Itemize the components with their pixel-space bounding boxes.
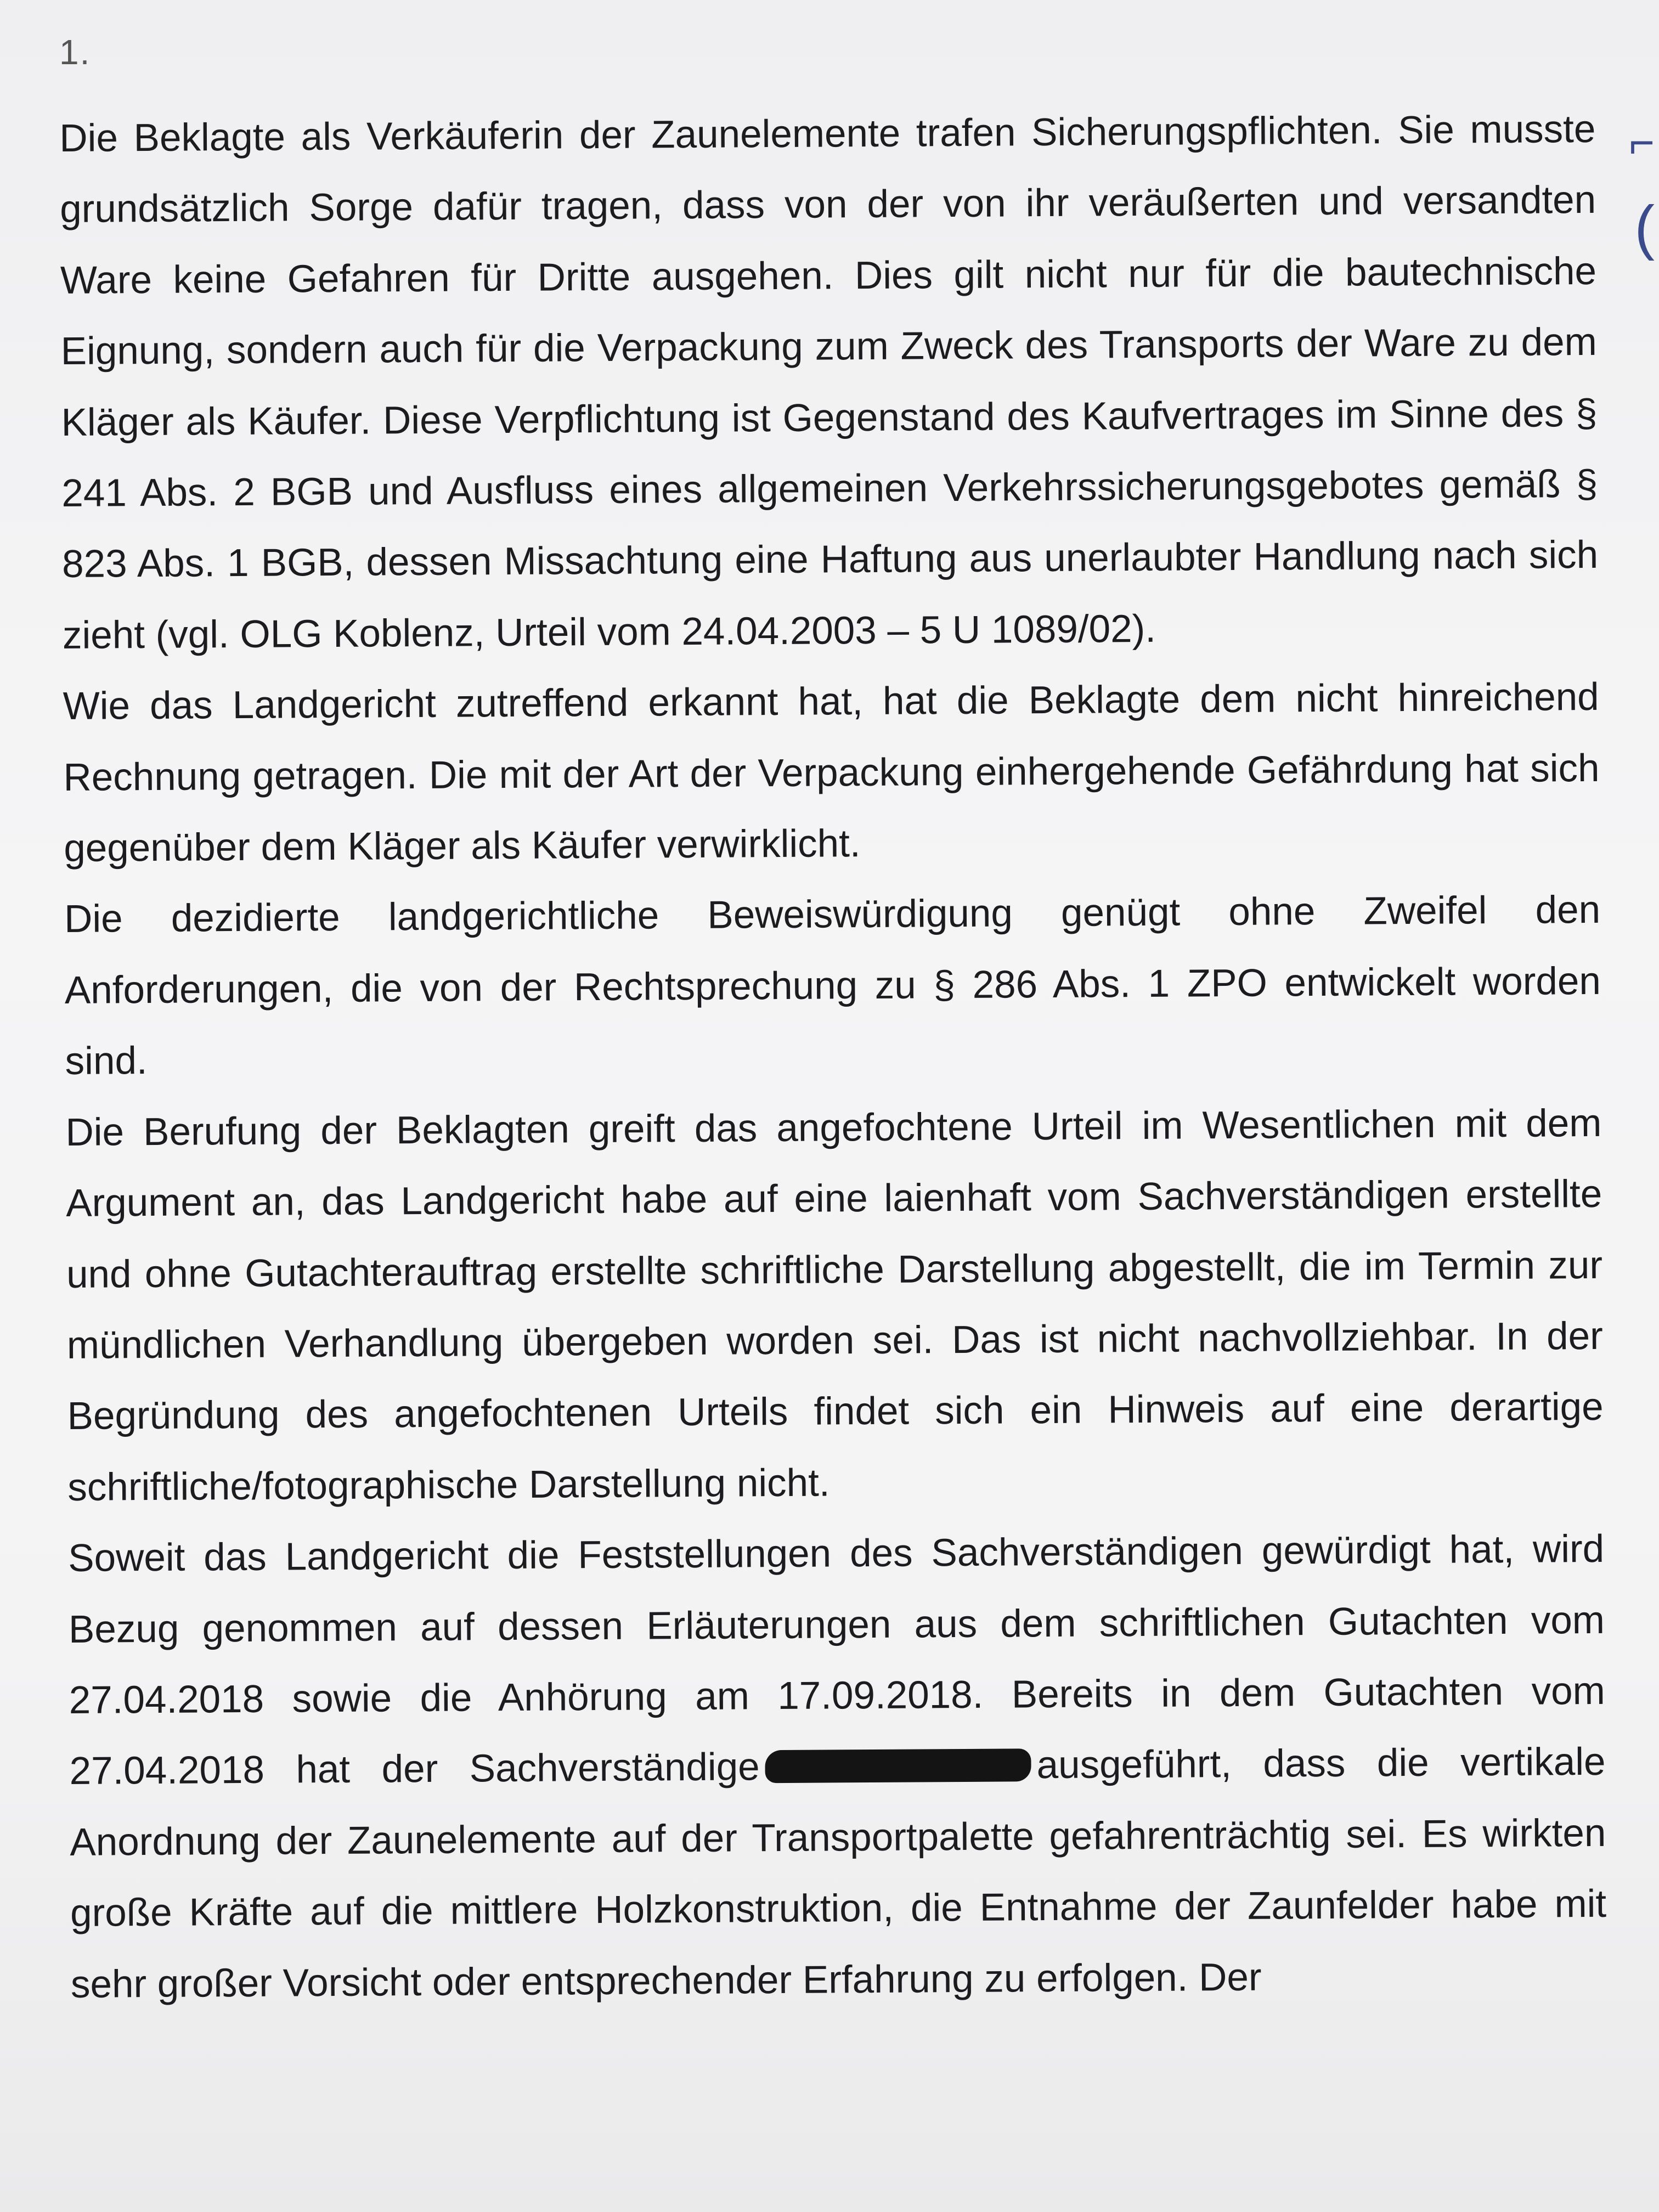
paragraph-appeal-argument: Die Berufung der Beklagten greift das angefochtene Urteil im Wesentlichen mit dem Argument an, das Landgericht habe auf eine laienhaft vom Sachverständigen erstellte und ohne Gutachterauftrag erstellte schriftliche Darstellung abgestellt, die im Termin zur mündlichen Verhandlung übergeben worden sei. Das ist nicht nachvollziehbar. In der Begründung des angefochtenen Urteils findet sich ein Hinweis auf eine derartige schriftliche/fotographische Darstellung nicht. xyxy=(65,1101,1604,1509)
margin-bracket-mark: ( xyxy=(1634,194,1655,261)
page-number: 1. xyxy=(59,32,91,72)
paragraph-expert-findings xyxy=(68,1514,1607,2020)
margin-pen-mark: ⌐ xyxy=(1629,118,1655,167)
document-body xyxy=(59,94,1607,2020)
paragraph-landgericht-finding: Wie das Landgericht zutreffend erkannt hat, hat die Beklagte dem nicht hinreichend Rechnung getragen. Die mit der Art der Verpackung einhergehende Gefährdung hat sich gegenüber dem Kläger als Käufer verwirklicht. xyxy=(63,675,1600,871)
expert-text-end: ausgeführt, dass die vertikale Anordnung der Zaunelemente auf der Transportpalette gefahrenträchtig sei. Es wirkten große Kräfte auf die mittlere Holzkonstruktion, die Entnahme der Zaunfelder habe mit sehr großer Vorsicht oder entsprechender Erfahrung zu erfolgen. Der xyxy=(70,1740,1607,2006)
paragraph-seller-duties: Die Beklagte als Verkäuferin der Zaunelemente trafen Sicherungspflichten. Sie musste grundsätzlich Sorge dafür tragen, dass von der von ihr veräußerten und versandten Ware keine Gefahren für Dritte ausgehen. Dies gilt nicht nur für die bautechnische Eignung, sondern auch für die Verpackung zum Zweck des Transports der Ware zu dem Kläger als Käufer. Diese Verpflichtung ist Gegenstand des Kaufvertrages im Sinne des § 241 Abs. 2 BGB und Ausfluss eines allgemeinen Verkehrssicherungsgebotes gemäß § 823 Abs. 1 BGB, dessen Missachtung eine Haftung aus unerlaubter Handlung nach sich zieht (vgl. OLG Koblenz, Urteil vom 24.04.2003 – 5 U 1089/02). xyxy=(59,107,1599,657)
redaction-mark xyxy=(765,1749,1031,1784)
paragraph-evidence-assessment: Die dezidierte landgerichtliche Beweiswürdigung genügt ohne Zweifel den Anforderungen, die von der Rechtsprechung zu § 286 Abs. 1 ZPO entwickelt worden sind. xyxy=(64,888,1601,1084)
expert-text-start: Soweit das Landgericht die Feststellungen des Sachverständigen gewürdigt hat, wird Bezug genommen auf dessen Erläuterungen aus dem schriftlichen Gutachten vom 27.04.2018 sowie die Anhörung am 17.09.2018. Bereits in dem Gutachten vom 27.04.2018 hat der Sachverständige xyxy=(67,1527,1605,1793)
